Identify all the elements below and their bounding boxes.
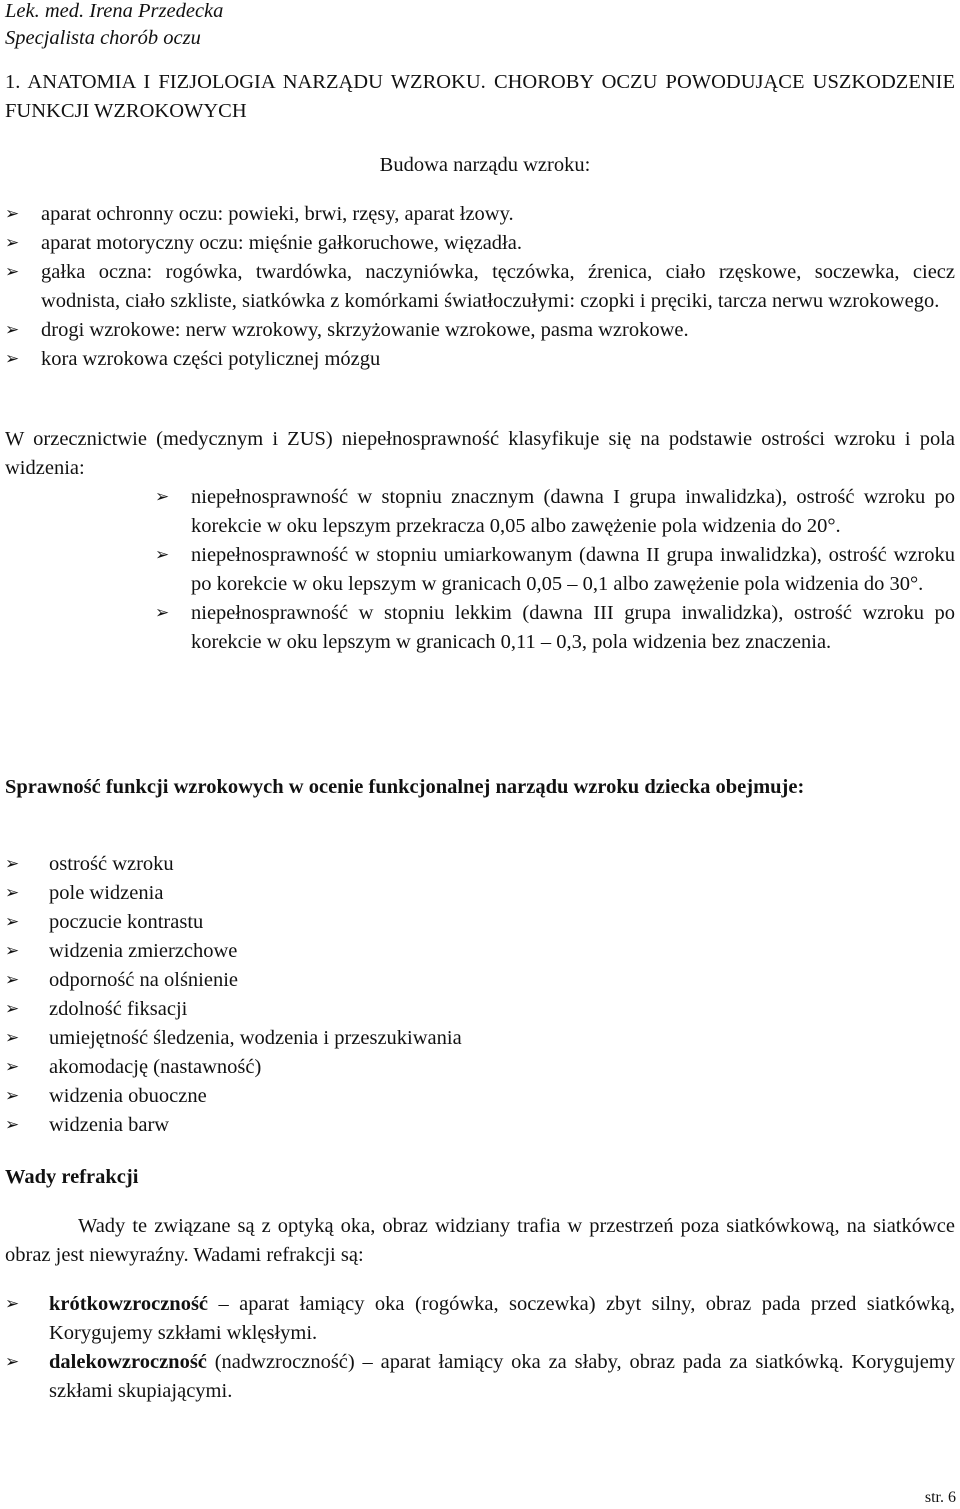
list-item: ➢ aparat motoryczny oczu: mięśnie gałkoruchowe, więzadła. [5, 229, 955, 258]
list-item: ➢ pole widzenia [5, 879, 955, 908]
arrowhead-bullet-icon: ➢ [5, 1294, 20, 1314]
list-item: ➢ zdolność fiksacji [5, 995, 955, 1024]
list-item: ➢ niepełnosprawność w stopniu umiarkowanym (dawna II grupa inwalidzka), ostrość wzroku po korekcie w oku lepszym w granicach 0,05 – 0,1 albo zawężenie pola widzenia do 30°. [155, 541, 955, 599]
defect-description: (nadwzroczność) – aparat łamiący oka za słaby, obraz pada za siatkówką. Korygujemy szkłami skupiającymi. [49, 1351, 955, 1402]
arrowhead-bullet-icon: ➢ [5, 854, 20, 874]
arrowhead-bullet-icon: ➢ [5, 970, 20, 990]
arrowhead-bullet-icon: ➢ [5, 262, 20, 282]
list-item: ➢ widzenia barw [5, 1111, 955, 1140]
disability-levels-list [155, 483, 955, 657]
defect-term: dalekowzroczność [49, 1351, 207, 1373]
arrowhead-bullet-icon: ➢ [5, 349, 20, 369]
section-subtitle: Budowa narządu wzroku: [379, 154, 591, 176]
arrowhead-bullet-icon: ➢ [5, 1115, 20, 1135]
refraction-defects-list [5, 1290, 955, 1406]
list-item: ➢ aparat ochronny oczu: powieki, brwi, rzęsy, aparat łzowy. [5, 200, 955, 229]
author-header [5, 0, 223, 52]
list-item: ➢ ostrość wzroku [5, 850, 955, 879]
functions-heading: Sprawność funkcji wzrokowych w ocenie funkcjonalnej narządu wzroku dziecka obejmuje: [5, 776, 805, 798]
orzecznictwo-paragraph: W orzecznictwie (medycznym i ZUS) niepełnosprawność klasyfikuje się na podstawie ostrości wzroku i pola widzenia: [5, 428, 955, 479]
visual-functions-list [5, 850, 955, 1140]
list-item [5, 1290, 955, 1348]
refraction-paragraph: Wady te związane są z optyką oka, obraz widziany trafia w przestrzeń poza siatkówkową, na siatkówce obraz jest niewyraźny. Wadami refrakcji są: [5, 1215, 955, 1266]
chapter-title: 1. ANATOMIA I FIZJOLOGIA NARZĄDU WZROKU. CHOROBY OCZU POWODUJĄCE USZKODZENIE FUNKCJI WZROKOWYCH [5, 71, 955, 122]
list-item: ➢ widzenia obuoczne [5, 1082, 955, 1111]
list-item [5, 1348, 955, 1406]
list-item: ➢ umiejętność śledzenia, wodzenia i przeszukiwania [5, 1024, 955, 1053]
list-item: ➢ drogi wzrokowe: nerw wzrokowy, skrzyżowanie wzrokowe, pasma wzrokowe. [5, 316, 955, 345]
arrowhead-bullet-icon: ➢ [5, 1086, 20, 1106]
arrowhead-bullet-icon: ➢ [155, 603, 170, 623]
list-item: ➢ niepełnosprawność w stopniu znacznym (dawna I grupa inwalidzka), ostrość wzroku po korekcie w oku lepszym przekracza 0,05 albo zawężenie pola widzenia do 20°. [155, 483, 955, 541]
arrowhead-bullet-icon: ➢ [5, 204, 20, 224]
list-item: ➢ poczucie kontrastu [5, 908, 955, 937]
arrowhead-bullet-icon: ➢ [155, 487, 170, 507]
arrowhead-bullet-icon: ➢ [155, 545, 170, 565]
arrowhead-bullet-icon: ➢ [5, 1352, 20, 1372]
arrowhead-bullet-icon: ➢ [5, 999, 20, 1019]
defect-description: – aparat łamiący oka (rogówka, soczewka) zbyt silny, obraz pada przed siatkówką, Korygujemy szkłami wklęsłymi. [49, 1293, 955, 1344]
arrowhead-bullet-icon: ➢ [5, 1028, 20, 1048]
list-item: ➢ gałka oczna: rogówka, twardówka, naczyniówka, tęczówka, źrenica, ciało rzęskowe, soczewka, ciecz wodnista, ciało szkliste, siatkówka z komórkami światłoczułymi: czopki i pręciki, tarcza nerwu wzrokowego. [5, 258, 955, 316]
anatomy-list [5, 200, 955, 374]
list-item: ➢ akomodację (nastawność) [5, 1053, 955, 1082]
arrowhead-bullet-icon: ➢ [5, 233, 20, 253]
arrowhead-bullet-icon: ➢ [5, 941, 20, 961]
arrowhead-bullet-icon: ➢ [5, 912, 20, 932]
author-name: Lek. med. Irena Przedecka [5, 0, 224, 22]
list-item: ➢ odporność na olśnienie [5, 966, 955, 995]
list-item: ➢ widzenia zmierzchowe [5, 937, 955, 966]
author-role: Specjalista chorób oczu [5, 27, 201, 49]
arrowhead-bullet-icon: ➢ [5, 1057, 20, 1077]
defect-term: krótkowzroczność [49, 1293, 209, 1315]
arrowhead-bullet-icon: ➢ [5, 883, 20, 903]
refraction-heading: Wady refrakcji [5, 1166, 139, 1188]
list-item: ➢ niepełnosprawność w stopniu lekkim (dawna III grupa inwalidzka), ostrość wzroku po korekcie w oku lepszym w granicach 0,11 – 0,3, pola widzenia bez znaczenia. [155, 599, 955, 657]
arrowhead-bullet-icon: ➢ [5, 320, 20, 340]
page-number: str. 6 [924, 1489, 956, 1506]
list-item: ➢ kora wzrokowa części potylicznej mózgu [5, 345, 955, 374]
